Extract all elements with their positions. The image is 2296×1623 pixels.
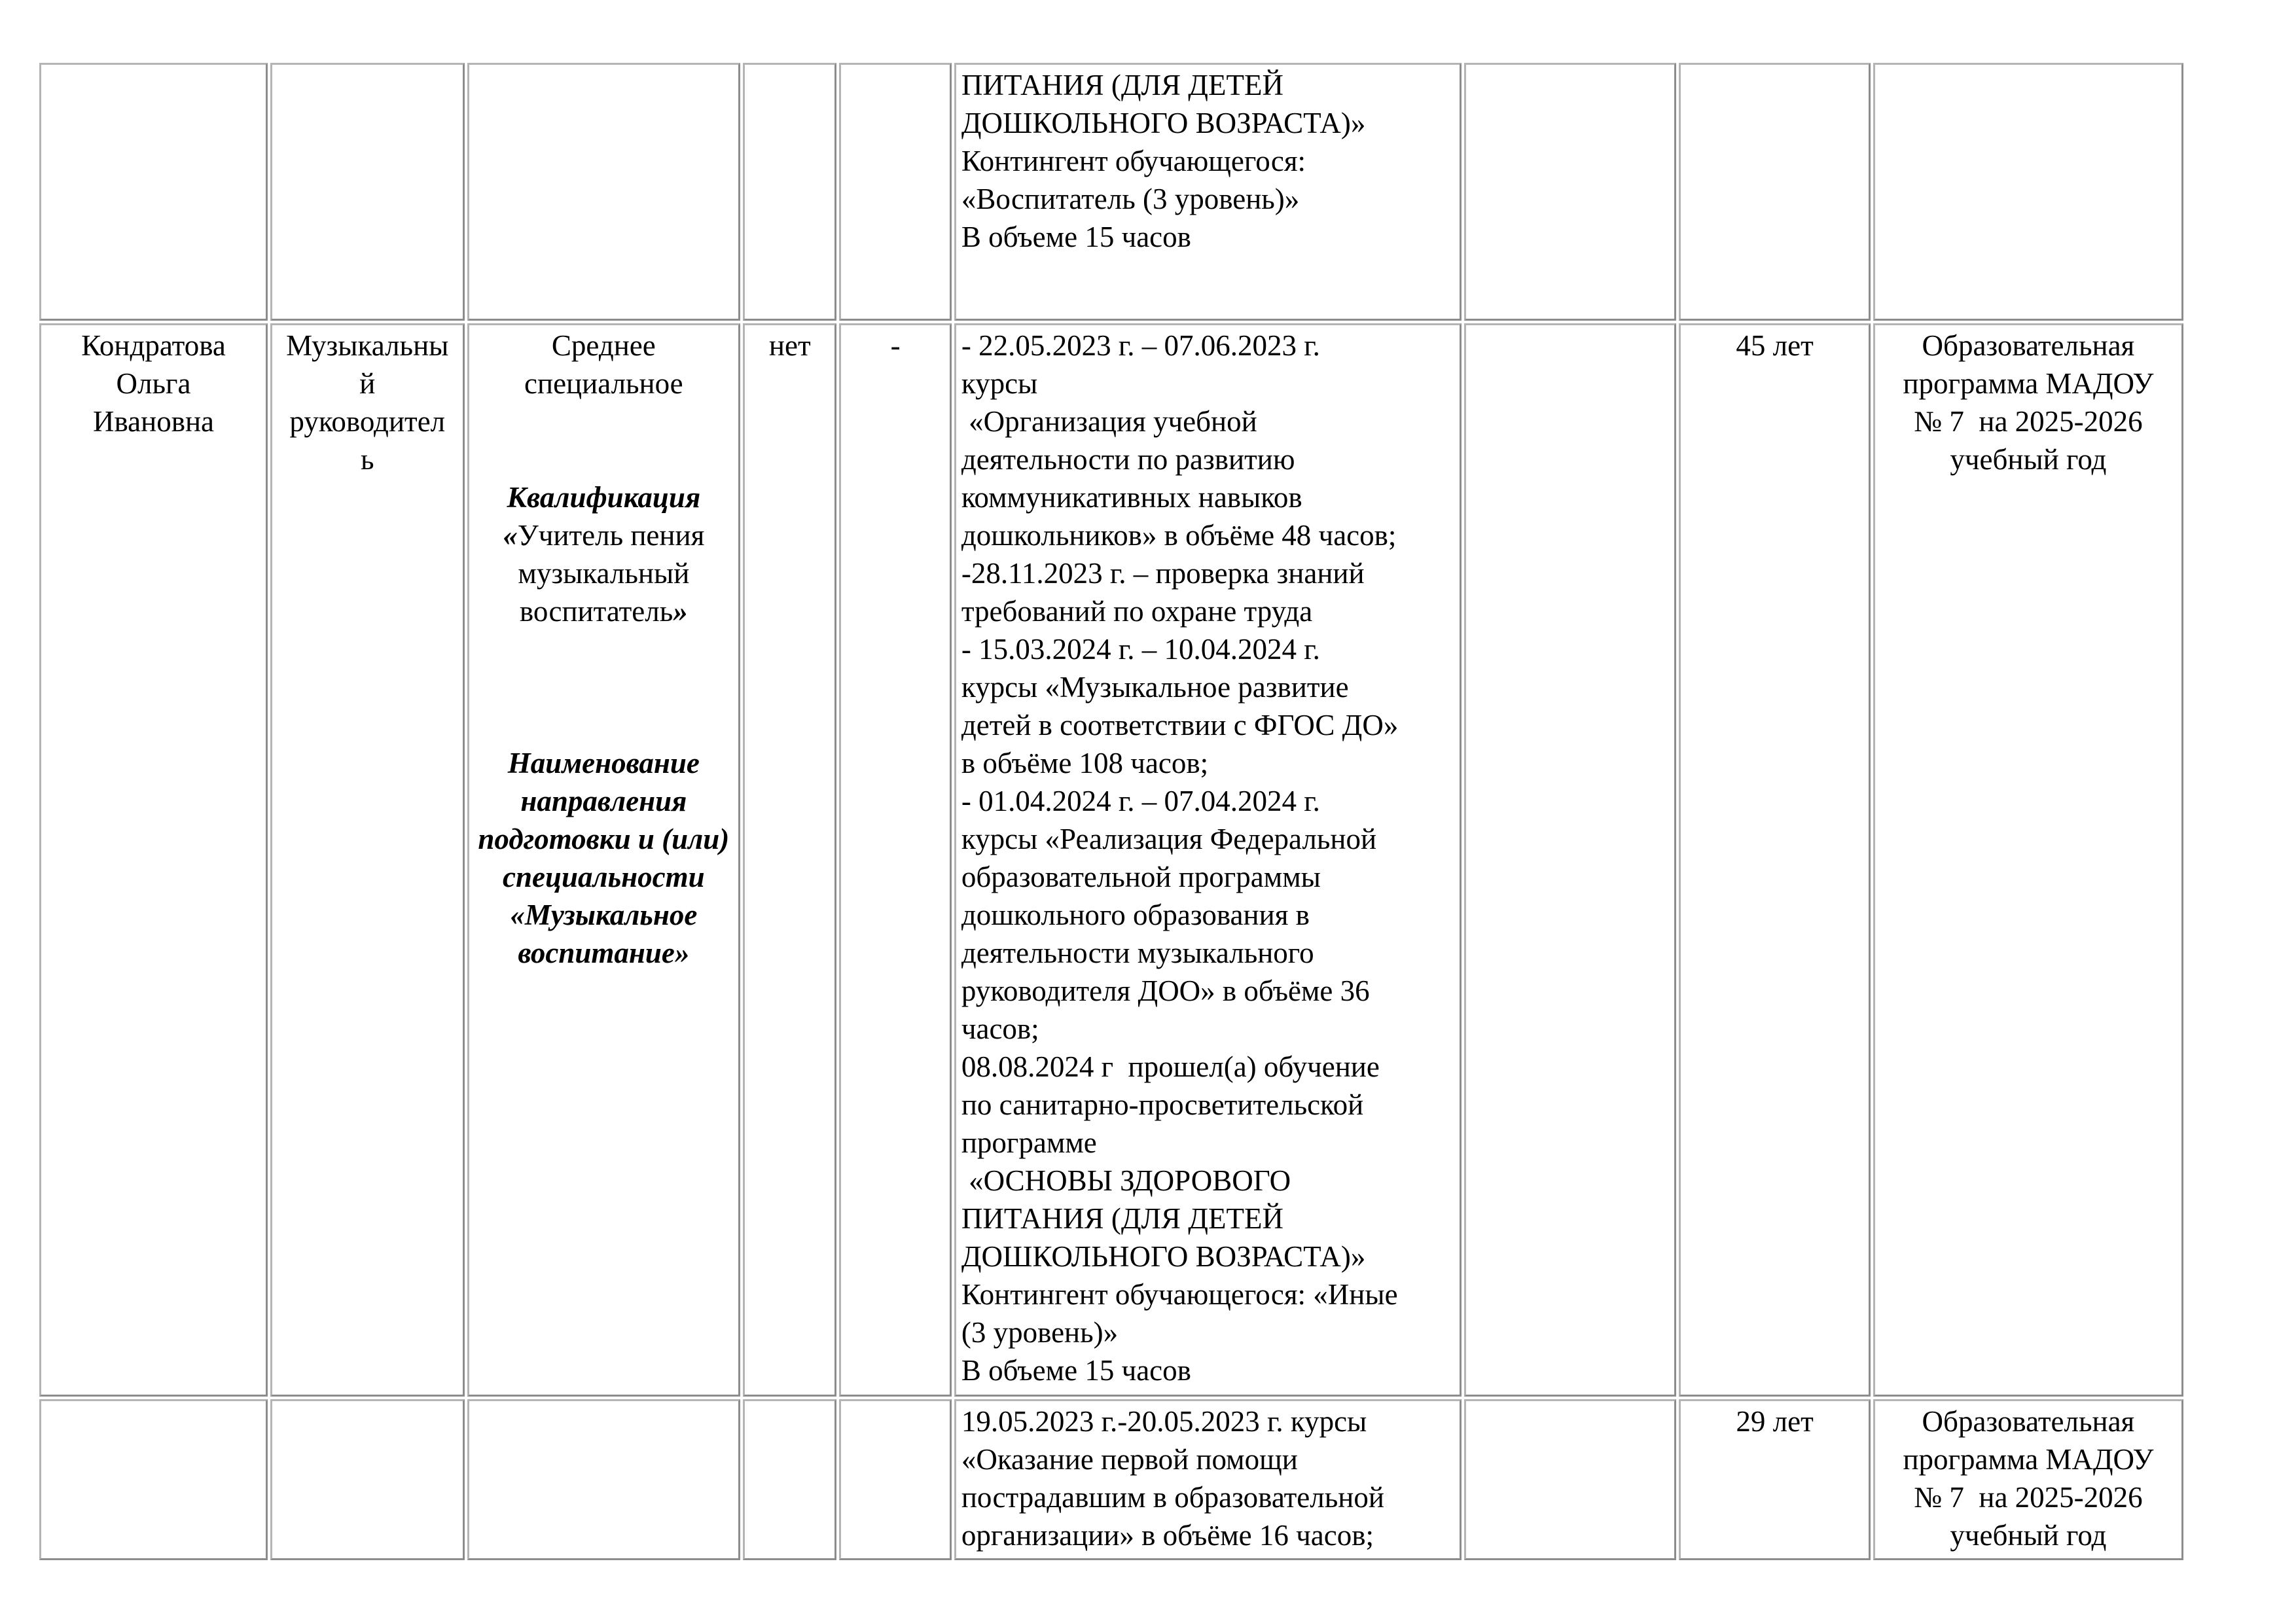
rank-cell (839, 323, 951, 1397)
extra-cell (1464, 323, 1677, 1397)
rank-cell (839, 63, 951, 321)
name-cell (39, 323, 268, 1397)
course-line: - 22.05.2023 г. – 07.06.2023 г. (961, 329, 1320, 362)
experience-value: 29 лет (1736, 1405, 1814, 1438)
program-cell (1873, 323, 2183, 1397)
course-line: дошкольного образования в (961, 899, 1310, 931)
course-line: Контингент обучающегося: «Иные (961, 1278, 1398, 1311)
course-line: деятельности по развитию (961, 443, 1295, 476)
course-line: образовательной программы (961, 861, 1321, 893)
experience-value: 45 лет (1736, 329, 1814, 362)
program-cell (1873, 1399, 2183, 1560)
course-line: пострадавшим в образовательной (961, 1481, 1384, 1514)
position-cell (270, 323, 465, 1397)
position-line: й (359, 367, 376, 400)
name-cell (39, 63, 268, 321)
course-line: «ОСНОВЫ ЗДОРОВОГО (961, 1164, 1291, 1197)
course-line: «Оказание первой помощи (961, 1443, 1298, 1476)
course-line: В объеме 15 часов (961, 1354, 1191, 1387)
rank-cell (839, 1399, 951, 1560)
employee-name-line: Кондратова (81, 329, 226, 362)
course-line: (3 уровень)» (961, 1316, 1119, 1349)
position-line: Музыкальны (286, 329, 449, 362)
program-line: программа МАДОУ (1903, 1443, 2154, 1476)
degree-cell (743, 323, 836, 1397)
employee-name-line: Ивановна (92, 405, 214, 438)
position-line: руководител (289, 405, 446, 438)
course-line: коммуникативных навыков (961, 481, 1302, 514)
spacer (475, 402, 734, 478)
experience-cell (1679, 1399, 1871, 1560)
employee-name-line: Ольга (116, 367, 191, 400)
course-line: детей в соответствии с ФГОС ДО» (961, 709, 1399, 741)
direction-specialty: Наименование направления подготовки и (или) специальности «Музыкальное воспитание» (478, 747, 730, 969)
course-line: программе (961, 1126, 1097, 1159)
course-line: Контингент обучающегося: (961, 145, 1306, 177)
course-line: ДОШКОЛЬНОГО ВОЗРАСТА)» (961, 107, 1366, 139)
course-line: «Воспитатель (3 уровень)» (961, 183, 1300, 215)
course-line: деятельности музыкального (961, 936, 1314, 969)
program-line: № 7 на 2025-2026 (1914, 1481, 2143, 1514)
position-cell (270, 63, 465, 321)
course-line: «Организация учебной (961, 405, 1257, 438)
experience-cell (1679, 323, 1871, 1397)
course-line: ПИТАНИЯ (ДЛЯ ДЕТЕЙ (961, 69, 1283, 101)
course-line: дошкольников» в объёме 48 часов; (961, 519, 1397, 552)
course-line: ПИТАНИЯ (ДЛЯ ДЕТЕЙ (961, 1202, 1283, 1235)
qualification-label: Квалификация (507, 481, 701, 514)
courses-cell (954, 323, 1462, 1397)
extra-cell (1464, 63, 1677, 321)
course-line: курсы (961, 367, 1038, 400)
course-line: ДОШКОЛЬНОГО ВОЗРАСТА)» (961, 1240, 1366, 1273)
program-line: учебный год (1950, 1519, 2107, 1552)
course-line: В объеме 15 часов (961, 221, 1191, 253)
course-line: требований по охране труда (961, 595, 1313, 628)
course-line: по санитарно-просветительской (961, 1088, 1364, 1121)
education-cell (467, 63, 741, 321)
spacer (475, 630, 734, 744)
course-line: курсы «Музыкальное развитие (961, 671, 1349, 704)
education-cell (467, 1399, 741, 1560)
education-cell (467, 323, 741, 1397)
qualification-text: Учитель пения музыкальный воспитатель (517, 519, 705, 628)
course-line: руководителя ДОО» в объёме 36 (961, 974, 1370, 1007)
table-row (39, 323, 2183, 1397)
name-cell (39, 1399, 268, 1560)
qualification-close-quote: » (673, 595, 688, 628)
staff-table (37, 60, 2186, 1563)
program-line: программа МАДОУ (1903, 367, 2154, 400)
program-line: Образовательная (1922, 1405, 2135, 1438)
degree-value: нет (768, 329, 811, 362)
program-cell (1873, 63, 2183, 321)
course-line: курсы «Реализация Федеральной (961, 823, 1377, 855)
education-level: Среднее специальное (524, 329, 683, 400)
course-line: часов; (961, 1012, 1039, 1045)
position-line: ь (361, 443, 374, 476)
course-line: 08.08.2024 г прошел(а) обучение (961, 1050, 1380, 1083)
degree-cell (743, 1399, 836, 1560)
rank-value: - (890, 329, 901, 362)
course-line: - 01.04.2024 г. – 07.04.2024 г. (961, 785, 1320, 817)
extra-cell (1464, 1399, 1677, 1560)
course-line: в объёме 108 часов; (961, 747, 1209, 779)
program-line: учебный год (1950, 443, 2107, 476)
courses-cell (954, 63, 1462, 321)
courses-cell (954, 1399, 1462, 1560)
degree-cell (743, 63, 836, 321)
position-cell (270, 1399, 465, 1560)
table-row (39, 1399, 2183, 1560)
qualification (475, 478, 734, 630)
course-line: организации» в объёме 16 часов; (961, 1519, 1374, 1552)
table-row (39, 63, 2183, 321)
course-line: 19.05.2023 г.-20.05.2023 г. курсы (961, 1405, 1367, 1438)
course-line: - 15.03.2024 г. – 10.04.2024 г. (961, 633, 1320, 666)
experience-cell (1679, 63, 1871, 321)
qualification-open-quote: « (503, 519, 518, 552)
course-line: -28.11.2023 г. – проверка знаний (961, 557, 1365, 590)
program-line: № 7 на 2025-2026 (1914, 405, 2143, 438)
program-line: Образовательная (1922, 329, 2135, 362)
